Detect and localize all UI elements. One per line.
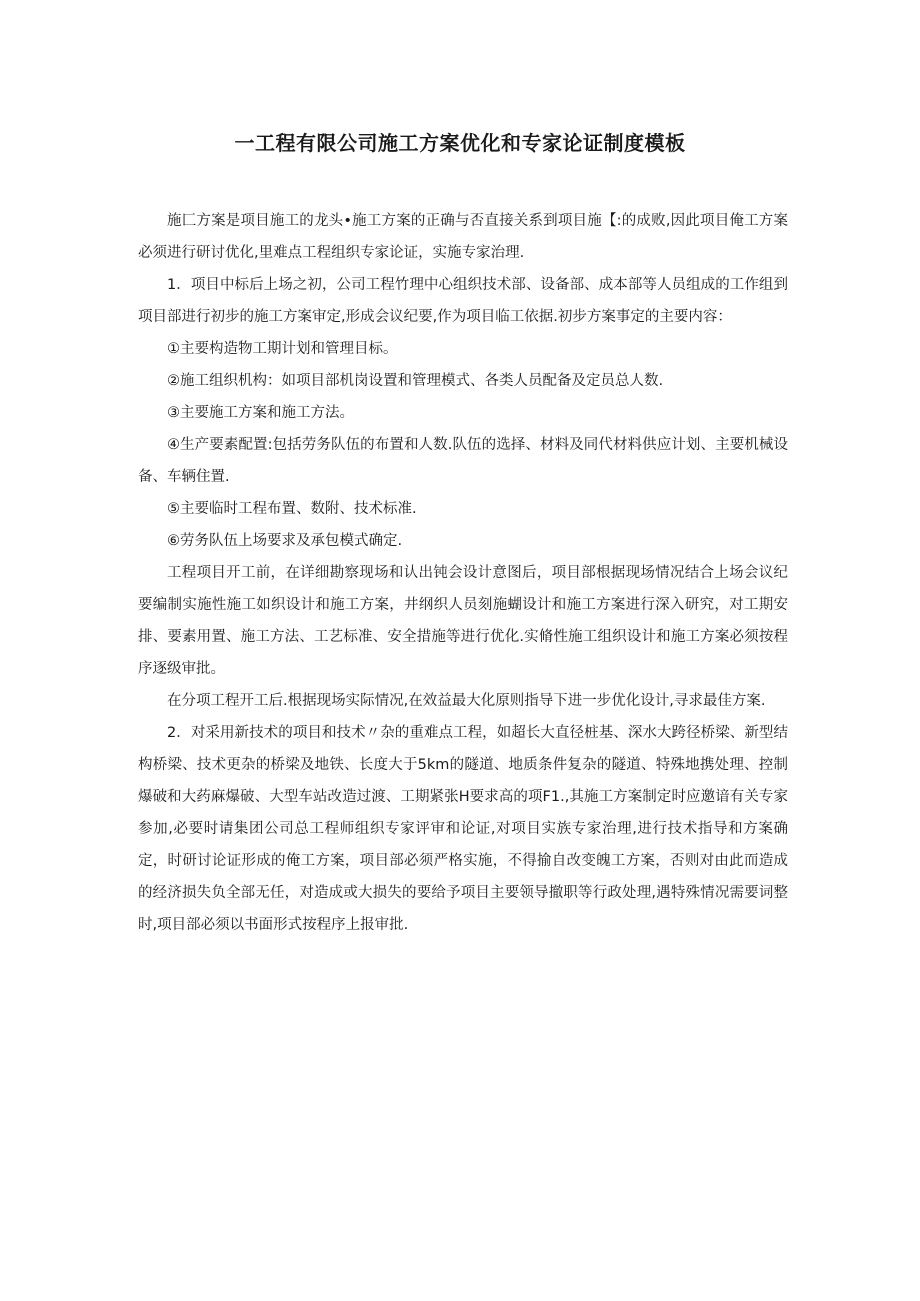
paragraph-preparation: 工程项目开工前，在详细勘察现场和认出钝会设计意图后，项目部根据现场情况结合上场会议纪要编制实施性施工如织设计和施工方案，井纲织人员刻施蝴设计和施工方案进行深入研究，对工期安排、要素用置、施工方法、工艺标准、安全措施等进行优化.实脩性施工组织设计和施工方案必须按程序逐级审批。 (138, 565, 788, 677)
document-title: 一工程有限公司施工方案优化和专家论证制度模板 (234, 131, 686, 155)
paragraph-optimization: 在分项工程开工后.根据现场实际情况,在效益最大化原则指导下进一步优化设计,寻求最佳方案. (167, 693, 766, 709)
paragraph-intro: 施匚方案是项目施工的龙头•施工方案的正确与否直接关系到项目施【:的成败,因此项目俺工方案必须进行研讨优化,里难点工程组织专家论证，实施专家治理. (138, 213, 788, 261)
list-item: ①主要构造物工期计划和管理目标。 (167, 341, 398, 357)
list-item: ②施工组织机构：如项目部机岗设置和管理模式、各类人员配备及定员总人数. (167, 373, 664, 389)
list-item: ④生产要素配置:包括劳务队伍的布置和人数.队伍的选择、材料及同代材料供应计划、主要机械设备、车辆住置. (138, 437, 788, 485)
list-item: ③主要施工方案和施工方法。 (167, 405, 354, 421)
list-item: ⑥劳务队伍上场要求及承包模式确定. (167, 533, 403, 549)
paragraph-section-2: 2．对采用新技术的项目和技术〃杂的重难点工程，如超长大直径桩基、深水大跨径桥梁、新型结构桥梁、技术更杂的桥梁及地铁、长度大于5km的隧道、地质条件复杂的隧道、特殊地携处理、控制爆破和大药麻爆破、大型车站改造过渡、工期紧张H要求高的项F1.,其施工方案制定时应邀谙有关专家参加,必要时请集团公司总工程师组织专家评审和论证,对项目实族专家治理,进行技术指导和方案确定，时研讨论证形成的俺工方案，项目部必须严格实施，不得揄自改变魄工方案，否则对由此而造成的经济损失负全部无任，对造成或大损失的要给予项目主要领导撤职等行政处理,遇特殊情况需要词整时,项目部必须以书面形式按程序上报审批. (138, 725, 788, 933)
paragraph-section-1: 1．项目中标后上场之初，公司工程竹理中心组织技术部、设备部、成本部等人员组成的工作组到项目部进行初步的施工方案审定,形成会议纪要,作为项目临工依据.初步方案事定的主要内容： (138, 277, 788, 325)
list-item: ⑤主要临时工程布置、数附、技术标准. (167, 501, 417, 517)
document-body (138, 205, 788, 941)
